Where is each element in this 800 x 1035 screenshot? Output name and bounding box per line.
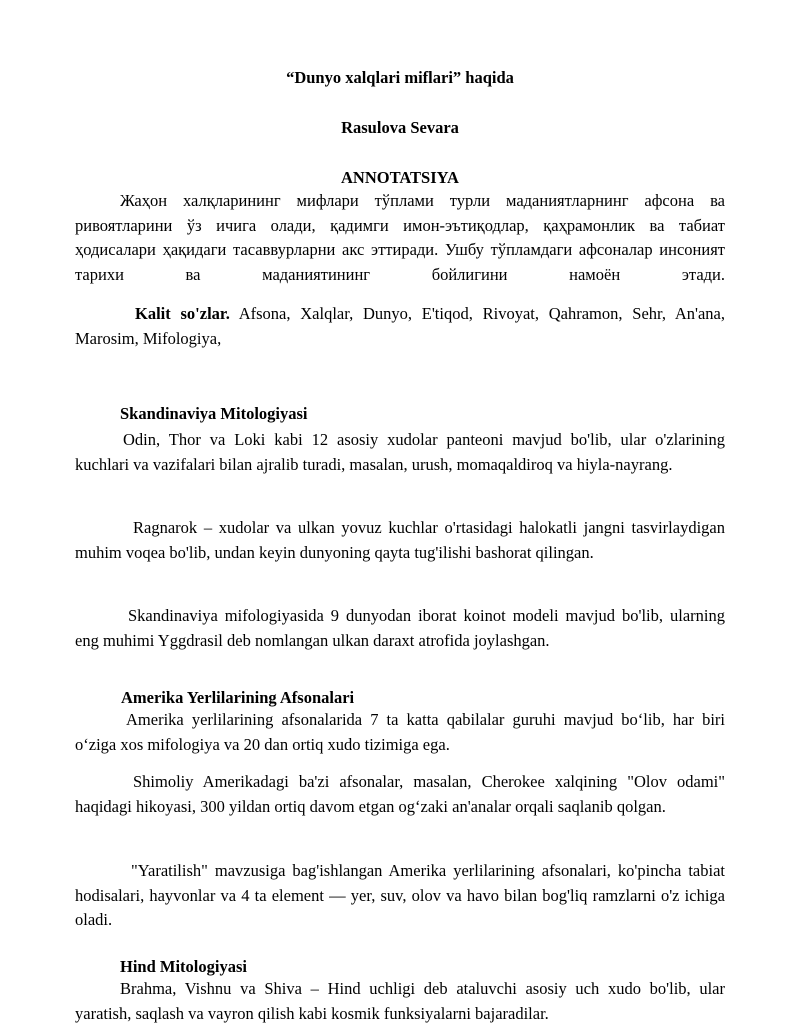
- section-paragraph: Ragnarok – xudolar va ulkan yovuz kuchlar o'rtasidagi halokatli jangni tasvirlaydigan muhim voqea bo'lib, undan keyin dunyoning qayta tug'ilishi bashorat qilingan.: [75, 518, 725, 562]
- section-heading-hindu: Hind Mitologiyasi: [120, 957, 247, 976]
- section-paragraph: Amerika yerlilarining afsonalarida 7 ta katta qabilalar guruhi mavjud bo‘lib, har biri o‘ziga xos mifologiya va 20 dan ortiq xudo tizimiga ega.: [75, 710, 725, 754]
- section-heading-scandinavian: Skandinaviya Mitologiyasi: [120, 404, 308, 423]
- section-paragraph: Shimoliy Amerikadagi ba'zi afsonalar, masalan, Cherokee xalqining "Olov odami" haqidagi hikoyasi, 300 yildan ortiq davom etgan og‘zaki an'analar orqali saqlanib qolgan.: [75, 772, 725, 816]
- section-paragraph: Brahma, Vishnu va Shiva – Hind uchligi deb ataluvchi asosiy uch xudo bo'lib, ular yaratish, saqlash va vayron qilish kabi kosmik funksiyalarni bajaradilar.: [75, 979, 725, 1023]
- keywords-paragraph: [75, 302, 725, 351]
- annotation-heading: ANNOTATSIYA: [341, 168, 459, 187]
- section-paragraph: "Yaratilish" mavzusiga bag'ishlangan Amerika yerlilarining afsonalari, ko'pincha tabiat hodisalari, hayvonlar va 4 ta element — yer, suv, olov va havo bilan bog'liq ramzlarni o'z ichiga oladi.: [75, 861, 725, 930]
- keywords-text: Afsona, Xalqlar, Dunyo, E'tiqod, Rivoyat, Qahramon, Sehr, An'ana, Marosim, Mifologiya,: [75, 304, 725, 348]
- section-heading-native-american: Amerika Yerlilarining Afsonalari: [121, 688, 355, 707]
- document-title: “Dunyo xalqlari miflari” haqida: [286, 68, 514, 87]
- section-paragraph: Odin, Thor va Loki kabi 12 asosiy xudolar panteoni mavjud bo'lib, ular o'zlarining kuchlari va vazifalari bilan ajralib turadi, masalan, urush, momaqaldiroq va hiyla-nayrang.: [75, 430, 725, 474]
- section-paragraph: Skandinaviya mifologiyasida 9 dunyodan iborat koinot modeli mavjud bo'lib, ularning eng muhimi Yggdrasil deb nomlangan ulkan daraxt atrofida joylashgan.: [75, 606, 725, 650]
- keywords-label: Kalit so'zlar.: [135, 304, 230, 323]
- annotation-paragraph: Жаҳон халқларининг мифлари тўплами турли маданиятларнинг афсона ва ривоятларини ўз ичига олади, қадимги имон-эътиқодлар, қаҳрамонлик ва табиат ҳодисалари ҳақидаги тасаввурларни акс эттиради. Ушбу тўпламдаги афсоналар инсоният тарихи ва маданиятининг бойлигини намоён этади.: [75, 191, 725, 284]
- document-author: Rasulova Sevara: [341, 118, 459, 137]
